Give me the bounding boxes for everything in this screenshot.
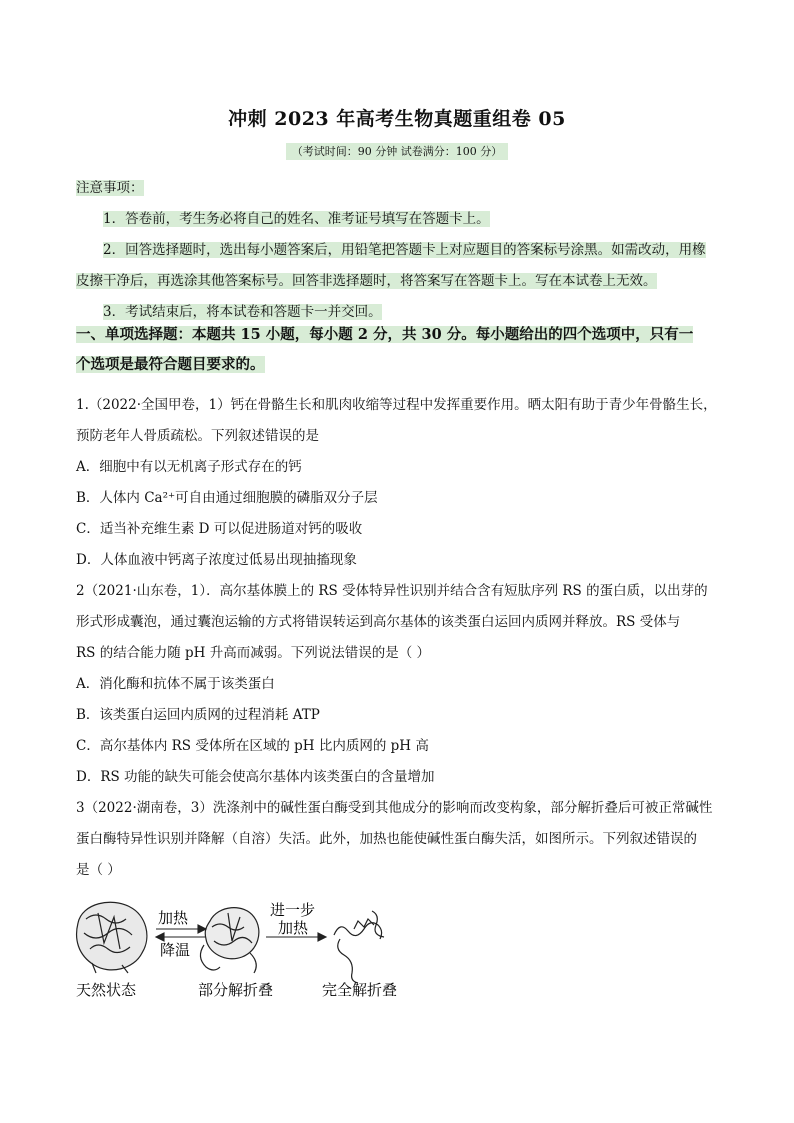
arrow-further-label-2: 加热 bbox=[278, 919, 309, 937]
unfolded-chain-icon bbox=[334, 911, 384, 983]
option-c: C．高尔基体内 RS 受体所在区域的 pH 比内质网的 pH 高 bbox=[76, 738, 429, 754]
option-c: C．适当补充维生素 D 可以促进肠道对钙的吸收 bbox=[76, 521, 363, 537]
question-stem: 是（ ） bbox=[76, 862, 121, 878]
question-stem: RS 的结合能力随 pH 升高而减弱。下列说法错误的是（ ） bbox=[76, 645, 430, 661]
exam-info bbox=[0, 143, 794, 159]
question-stem: 2（2021·山东卷，1）．高尔基体膜上的 RS 受体特异性识别并结合含有短肽序列 RS 的蛋白质，以出芽的 bbox=[76, 583, 708, 599]
arrow-further-label-1: 进一步 bbox=[270, 901, 316, 919]
partial-unfold-label: 部分解折叠 bbox=[198, 981, 274, 999]
notice-heading: 注意事项： bbox=[76, 180, 144, 196]
question-stem: 蛋白酶特异性识别并降解（自溶）失活。此外，加热也能使碱性蛋白酶失活，如图所示。下列叙述错误的 bbox=[76, 831, 697, 847]
notice-item: 1．答卷前，考生务必将自己的姓名、准考证号填写在答题卡上。 bbox=[103, 211, 490, 227]
question-stem: 3（2022·湖南卷，3）洗涤剂中的碱性蛋白酶受到其他成分的影响而改变构象，部分解折叠后可被正常碱性 bbox=[76, 800, 713, 816]
notice-item: 皮擦干净后，再选涂其他答案标号。回答非选择题时，将答案写在答题卡上。写在本试卷上无效。 bbox=[76, 273, 657, 289]
exam-info-text: （考试时间：90 分钟 试卷满分：100 分） bbox=[286, 143, 508, 160]
cool-arrow-icon bbox=[156, 933, 206, 941]
option-d: D．人体血液中钙离子浓度过低易出现抽搐现象 bbox=[76, 552, 357, 568]
partial-unfolded-protein-icon bbox=[200, 908, 258, 973]
option-b: B．人体内 Ca²⁺可自由通过细胞膜的磷脂双分子层 bbox=[76, 490, 378, 506]
arrow-heat-label: 加热 bbox=[158, 909, 189, 927]
protein-unfolding-diagram bbox=[72, 893, 412, 1005]
option-b: B．该类蛋白运回内质网的过程消耗 ATP bbox=[76, 707, 320, 723]
option-a: A．消化酶和抗体不属于该类蛋白 bbox=[76, 676, 275, 692]
option-a: A．细胞中有以无机离子形式存在的钙 bbox=[76, 459, 302, 475]
question-stem: 形式形成囊泡，通过囊泡运输的方式将错误转运到高尔基体的该类蛋白运回内质网并释放。RS 受体与 bbox=[76, 614, 681, 630]
arrow-cool-label: 降温 bbox=[160, 941, 191, 959]
notice-item: 3．考试结束后，将本试卷和答题卡一并交回。 bbox=[103, 304, 382, 320]
section-heading: 一、单项选择题：本题共 15 小题，每小题 2 分，共 30 分。每小题给出的四个选项中，只有一 bbox=[76, 326, 694, 343]
notice-item: 2．回答选择题时，选出每小题答案后，用铅笔把答题卡上对应题目的答案标号涂黑。如需改动，用橡 bbox=[103, 242, 706, 258]
option-d: D．RS 功能的缺失可能会使高尔基体内该类蛋白的含量增加 bbox=[76, 769, 435, 785]
native-state-label: 天然状态 bbox=[76, 981, 137, 999]
question-stem: 1.（2022·全国甲卷，1）钙在骨骼生长和肌肉收缩等过程中发挥重要作用。晒太阳有助于青少年骨骼生长， bbox=[76, 397, 717, 413]
native-protein-icon bbox=[77, 902, 147, 973]
full-unfold-label: 完全解折叠 bbox=[322, 981, 398, 999]
section-heading: 个选项是最符合题目要求的。 bbox=[76, 356, 265, 373]
page-title: 冲刺 2023 年高考生物真题重组卷 05 bbox=[228, 108, 566, 130]
question-stem: 预防老年人骨质疏松。下列叙述错误的是 bbox=[76, 428, 319, 444]
